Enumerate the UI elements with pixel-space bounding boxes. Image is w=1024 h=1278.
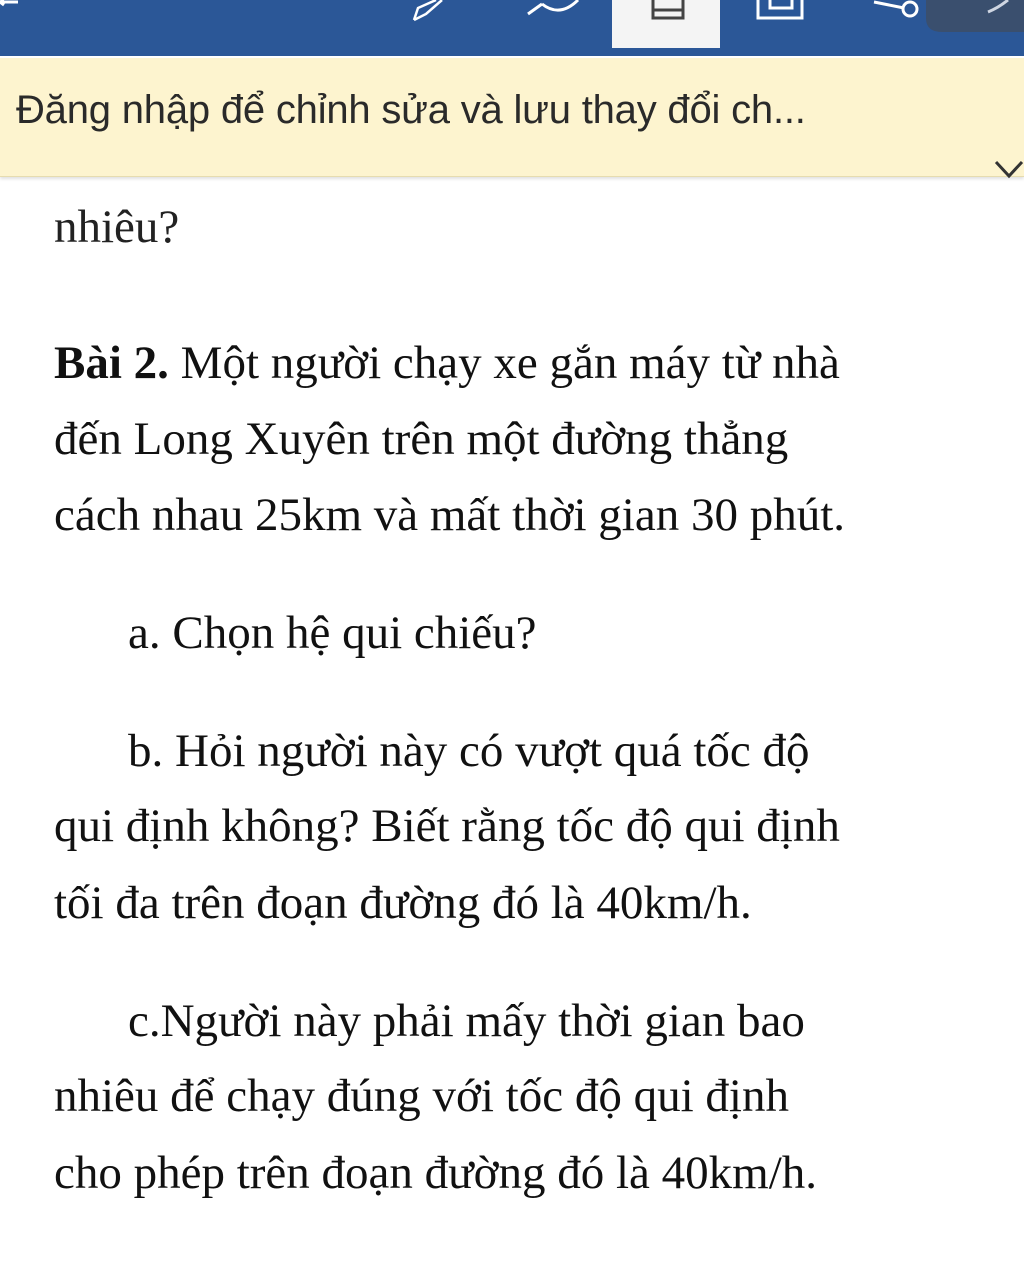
save-icon[interactable] [752,0,808,24]
bai2-line-3: cách nhau 25km và mất thời gian 30 phút. [54,489,846,541]
document-page[interactable] [0,120,1024,1278]
profile-icon[interactable] [926,0,1024,34]
toolbar-active-tab[interactable] [612,0,720,48]
sign-in-message: Đăng nhập để chỉnh sửa và lưu thay đổi ch... [16,88,806,132]
question-a: a. Chọn hệ qui chiếu? [128,607,537,659]
question-b-line-1: b. Hỏi người này có vượt quá tốc độ [128,725,810,777]
bai2-text-1: Một người chạy xe gắn máy từ nhà [168,337,840,389]
question-c-line-1: c.Người này phải mấy thời gian bao [128,995,805,1047]
share-icon[interactable] [870,0,926,24]
back-arrow-icon[interactable] [0,0,40,20]
bai2-heading: Bài 2. [54,337,169,389]
bai2-line-2: đến Long Xuyên trên một đường thẳng [54,413,789,465]
question-b-line-3: tối đa trên đoạn đường đó là 40km/h. [54,877,752,929]
sign-in-banner[interactable] [0,58,1024,177]
question-c-line-2: nhiêu để chạy đúng với tốc độ qui định [54,1070,789,1122]
chevron-down-icon[interactable] [994,156,1024,182]
question-b-line-2: qui định không? Biết rằng tốc độ qui định [54,800,840,852]
search-icon[interactable] [520,0,584,22]
pen-icon[interactable] [408,0,448,24]
question-c-line-3: cho phép trên đoạn đường đó là 40km/h. [54,1147,818,1199]
bai2-line-1 [54,337,840,389]
previous-question-tail: nhiêu? [54,201,180,253]
app-toolbar [0,0,1024,56]
reading-view-icon [650,0,686,22]
